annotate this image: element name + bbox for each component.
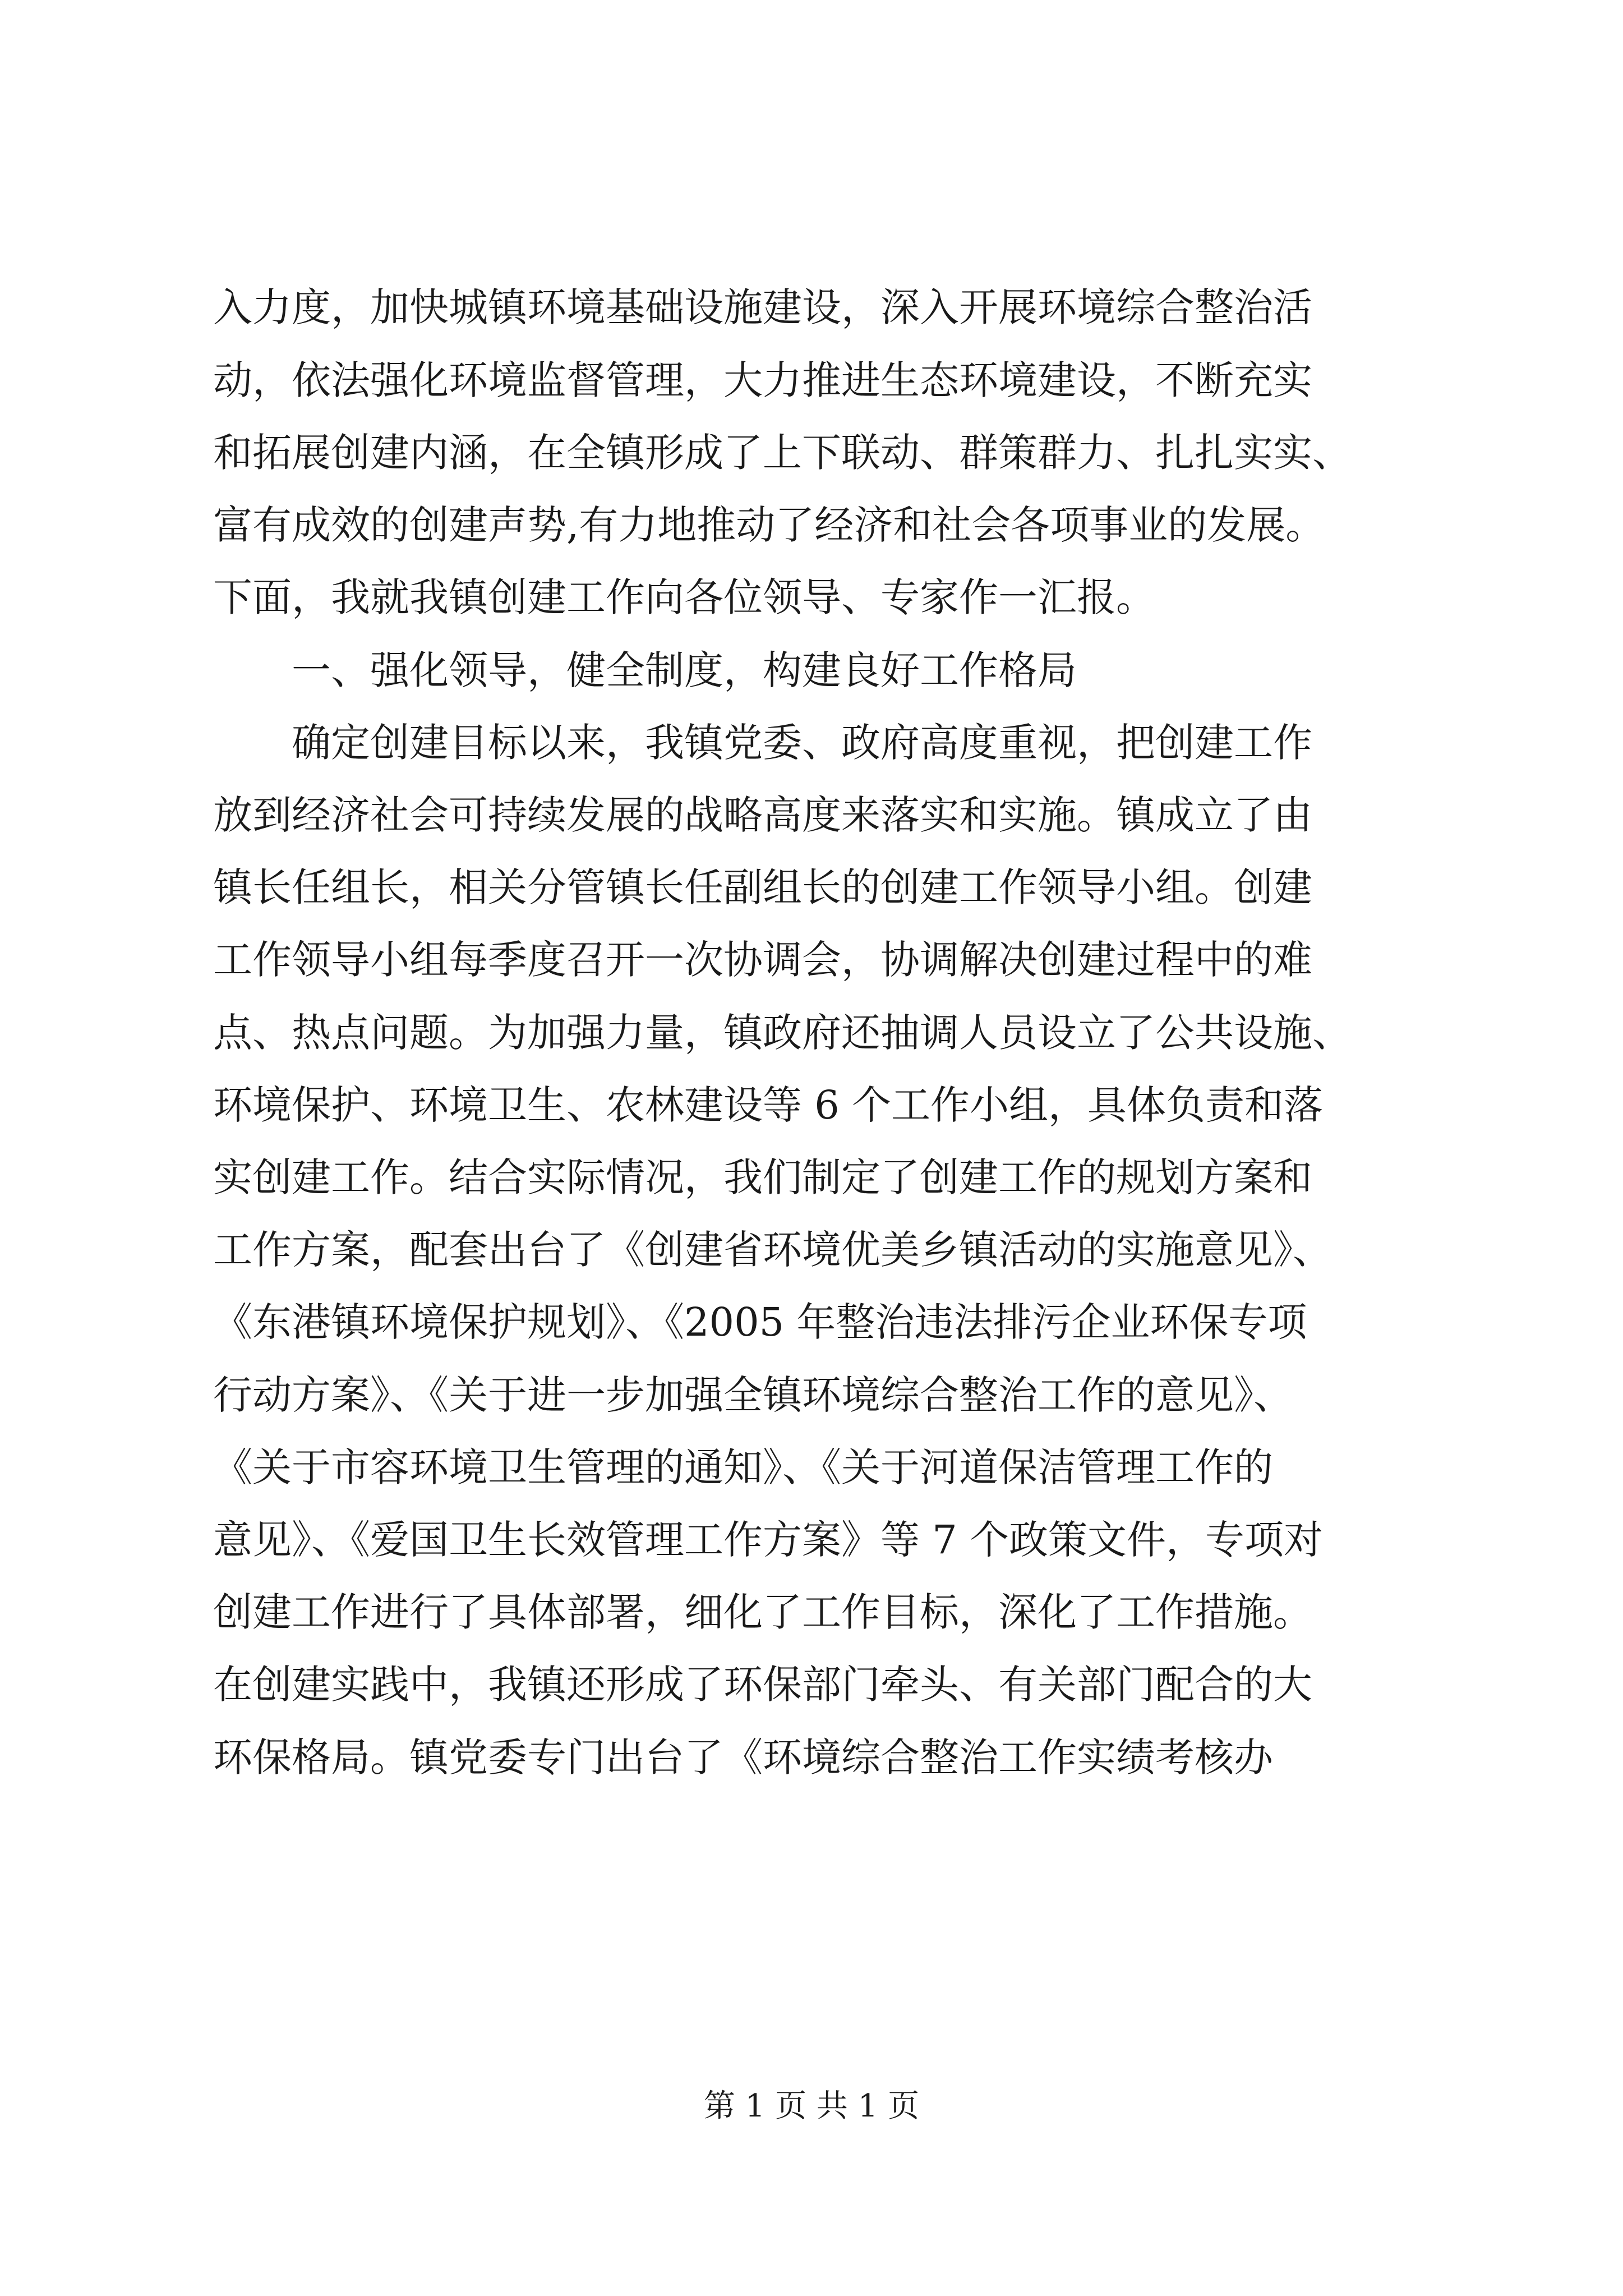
body-text-line: 下面，我就我镇创建工作向各位领导、专家作一汇报。 (213, 574, 1155, 620)
body-text-line: 点、热点问题。为加强力量，镇政府还抽调人员设立了公共设施、 (213, 1010, 1352, 1056)
body-text-line: 在创建实践中，我镇还形成了环保部门牵头、有关部门配合的大 (213, 1662, 1312, 1708)
body-text-line: 环保格局。镇党委专门出台了《环境综合整治工作实绩考核办 (213, 1734, 1273, 1780)
body-text-line: 确定创建目标以来，我镇党委、政府高度重视，把创建工作 (292, 720, 1312, 766)
body-text-line: 创建工作进行了具体部署，细化了工作目标，深化了工作措施。 (213, 1589, 1312, 1635)
body-text-line: 动，依法强化环境监督管理，大力推进生态环境建设，不断充实 (213, 357, 1312, 403)
body-text-line: 《东港镇环境保护规划》、《2005 年整治违法排污企业环保专项 (213, 1299, 1307, 1345)
body-text-line: 实创建工作。结合实际情况，我们制定了创建工作的规划方案和 (213, 1154, 1312, 1200)
body-text-line: 工作方案，配套出台了《创建省环境优美乡镇活动的实施意见》、 (213, 1227, 1332, 1273)
body-text-line: 和拓展创建内涵，在全镇形成了上下联动、群策群力、扎扎实实、 (213, 430, 1352, 476)
body-text-line: 富有成效的创建声势,有力地推动了经济和社会各项事业的发展。 (213, 502, 1325, 548)
section-heading: 一、强化领导，健全制度，构建良好工作格局 (292, 647, 1077, 693)
body-text-line: 环境保护、环境卫生、农林建设等 6 个工作小组，具体负责和落 (213, 1082, 1324, 1128)
body-text-line: 工作领导小组每季度召开一次协调会，协调解决创建过程中的难 (213, 937, 1312, 983)
body-text-line: 入力度，加快城镇环境基础设施建设，深入开展环境综合整治活 (213, 284, 1312, 330)
page-footer: 第 1 页 共 1 页 (703, 2088, 920, 2124)
body-text-line: 《关于市容环境卫生管理的通知》、《关于河道保洁管理工作的 (213, 1444, 1273, 1490)
body-text-line: 意见》、《爱国卫生长效管理工作方案》等 7 个政策文件，专项对 (213, 1517, 1324, 1563)
body-text-line: 行动方案》、《关于进一步加强全镇环境综合整治工作的意见》、 (213, 1372, 1293, 1418)
body-text-line: 镇长任组长，相关分管镇长任副组长的创建工作领导小组。创建 (213, 864, 1312, 910)
body-text-line: 放到经济社会可持续发展的战略高度来落实和实施。镇成立了由 (213, 792, 1312, 838)
